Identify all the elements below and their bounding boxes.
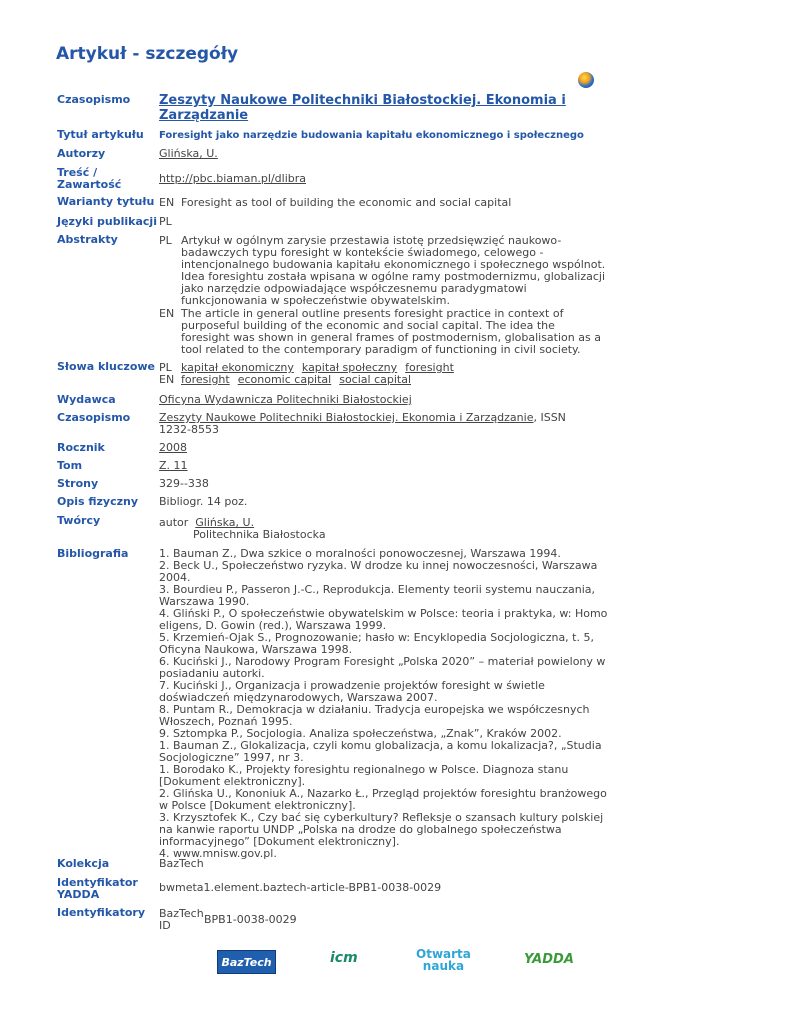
identifier-type-line1: BazTech — [159, 907, 204, 920]
lang-code: EN — [159, 196, 175, 209]
otwarta-logo-line2: nauka — [422, 959, 465, 973]
yadda-id-value: bwmeta1.element.baztech-article-BPB1-0038-0029 — [159, 881, 442, 894]
label-identyfikatory: Identyfikatory — [57, 906, 145, 919]
bibliography-item: 8. Puntam R., Demokracja w działaniu. Tradycja europejska we współczesnych Włoszech, Poznań 1995. — [159, 703, 590, 728]
creators — [159, 517, 609, 541]
abstract-pl-text: Artykuł w ogólnym zarysie przestawia istotę przedsięwzięć naukowo-badawczych typu foresight w kontekście świadomego, celowego - intencjonalnego budowania kapitału ekonomicznego i społecznego wspólnot. Idea foresightu została wpisana w ogólne ramy postmodernizmu, globalizacji jako narzędzie odpowiadające współczesnemu paradygmatowi funkcjonowania w społeczeństwie obywatelskim. — [181, 234, 606, 307]
volume-value — [159, 460, 609, 472]
keyword-link[interactable]: social capital — [339, 373, 412, 386]
label-yadda-line1: Identyfikator — [57, 876, 138, 889]
collection-value: BazTech — [159, 857, 204, 870]
pages-value: 329--338 — [159, 477, 209, 490]
bibliography-item: 9. Sztompka P., Socjologia. Analiza społeczeństwa, „Znak”, Kraków 2002. — [159, 727, 562, 740]
volume-link[interactable]: Z. 11 — [159, 459, 188, 472]
keyword-link[interactable]: foresight — [405, 361, 454, 374]
bibliography-item: 1. Bauman Z., Glokalizacja, czyli komu globalizacja, a komu lokalizacja?, „Studia Socjologiczne” 1997, nr 3. — [159, 739, 602, 764]
article-title-text: Foresight jako narzędzie budowania kapitału ekonomicznego i społecznego — [159, 130, 584, 141]
journal-title[interactable]: Zeszyty Naukowe Politechniki Białostockiej. Ekonomia i Zarządzanie — [159, 93, 566, 123]
bibliography-item: 3. Krzysztofek K., Czy bać się cyberkultury? Refleksje o szansach kultury polskiej na kanwie raportu UNDP „Polska na drodze do globalnego społeczeństwa informacyjnego” [Dokument elektroniczny]. — [159, 811, 604, 848]
abstract-pl — [159, 235, 607, 307]
bibliography-item: 1. Bauman Z., Dwa szkice o moralności ponowoczesnej, Warszawa 1994. — [159, 547, 561, 560]
bibliography-item: 6. Kuciński J., Narodowy Program Foresight „Polska 2020” – materiał powielony w posiadaniu autorki. — [159, 655, 606, 680]
bibliography-item: 1. Borodako K., Projekty foresightu regionalnego w Polsce. Diagnoza stanu [Dokument elektroniczny]. — [159, 763, 569, 788]
label-tresc-line1: Treść / — [57, 166, 98, 179]
keywords — [159, 362, 609, 386]
keyword-link[interactable]: economic capital — [237, 373, 332, 386]
bibliography-item: 2. Glińska U., Kononiuk A., Nazarko Ł., Przegląd projektów foresightu branżowego w Polsce [Dokument elektroniczny]. — [159, 787, 607, 812]
bibliography-item: 2. Beck U., Społeczeństwo ryzyka. W drodze ku innej nowoczesności, Warszawa 2004. — [159, 559, 598, 584]
label-autorzy: Autorzy — [57, 147, 106, 160]
label-kolekcja: Kolekcja — [57, 857, 110, 870]
bibliography-list — [159, 548, 612, 860]
bibliography-item: 4. www.mnisw.gov.pl. — [159, 847, 277, 860]
keyword-link[interactable]: kapitał społeczny — [301, 361, 398, 374]
journal-issn: , ISSN 1232-8553 — [159, 411, 566, 436]
label-yadda-line2: YADDA — [57, 888, 100, 901]
abstract-en-text: The article in general outline presents foresight practice in context of purposeful building of the economic and social capital. The idea the foresight was shown in general frames of postmodernism, globalisation as a tool related to the contemporary paradigm of functioning in civil society. — [181, 307, 601, 356]
identifier-type-line2: ID — [159, 919, 171, 932]
baztech-logo[interactable]: BazTech — [217, 950, 276, 974]
abstracts — [159, 235, 607, 357]
label-czasopismo-2: Czasopismo — [57, 411, 131, 424]
label-slowa: Słowa kluczowe — [57, 360, 155, 373]
bibliography-item: 5. Krzemień-Ojak S., Prognozowanie; hasło w: Encyklopedia Socjologiczna, t. 5, Oficyna Naukowa, Warszawa 1998. — [159, 631, 594, 656]
identifier-type — [159, 908, 204, 932]
bibliography-item: 4. Gliński P., O społeczeństwie obywatelskim w Polsce: teoria i praktyka, w: Homo eligens, D. Gowin (red.), Warszawa 1999. — [159, 607, 608, 632]
title-variant-text: Foresight as tool of building the economic and social capital — [181, 196, 512, 209]
article-title — [159, 129, 609, 142]
content-link[interactable]: http://pbc.biaman.pl/dlibra — [159, 172, 306, 185]
year-link[interactable]: 2008 — [159, 441, 187, 454]
languages-value: PL — [159, 215, 172, 228]
bibliography-item: 3. Bourdieu P., Passeron J.-C., Reprodukcja. Elementy teorii systemu nauczania, Warszawa 1990. — [159, 583, 596, 608]
year-value — [159, 442, 609, 454]
authors-value — [159, 148, 609, 160]
keywords-en — [159, 374, 609, 386]
title-variant — [159, 197, 609, 209]
icm-logo[interactable]: icm — [330, 950, 358, 966]
publisher-link[interactable]: Oficyna Wydawnicza Politechniki Białostockiej — [159, 393, 412, 406]
creator-link[interactable]: Glińska, U. — [195, 516, 255, 529]
abstract-en — [159, 308, 607, 356]
bibliography-item: 7. Kuciński J., Organizacja i prowadzenie projektów foresight w świetle doświadczeń międzynarodowych, Warszawa 2007. — [159, 679, 545, 704]
label-czasopismo: Czasopismo — [57, 93, 131, 106]
label-strony: Strony — [57, 477, 99, 490]
physical-desc-value: Bibliogr. 14 poz. — [159, 495, 248, 508]
author-link[interactable]: Glińska, U. — [159, 147, 218, 160]
journal-info — [159, 412, 599, 436]
page-title: Artykuł - szczegóły — [56, 44, 239, 64]
identifiers — [159, 908, 609, 932]
label-tytul: Tytuł artykułu — [57, 128, 144, 141]
journal-title-link[interactable] — [159, 93, 579, 123]
lang-code: EN — [159, 307, 175, 320]
creator-affiliation: Politechnika Białostocka — [193, 528, 326, 541]
publisher-value — [159, 394, 609, 406]
footer-logos — [0, 947, 791, 980]
label-tresc-line2: Zawartość — [57, 178, 122, 191]
label-abstrakty: Abstrakty — [57, 233, 118, 246]
yadda-logo[interactable]: YADDA — [524, 952, 574, 967]
otwarta-logo-line1: Otwarta — [416, 947, 471, 961]
keyword-link[interactable]: kapitał ekonomiczny — [181, 361, 294, 374]
label-jezyki: Języki publikacji — [57, 215, 157, 228]
label-yadda — [57, 877, 157, 901]
label-rocznik: Rocznik — [57, 441, 105, 454]
label-tresc — [57, 167, 157, 191]
journal-link[interactable]: Zeszyty Naukowe Politechniki Białostockiej. Ekonomia i Zarządzanie — [159, 411, 534, 424]
globe-icon[interactable] — [578, 72, 594, 88]
keyword-link[interactable]: foresight — [181, 373, 230, 386]
label-wydawca: Wydawca — [57, 393, 116, 406]
label-tworcy: Twórcy — [57, 514, 101, 527]
label-bibliografia: Bibliografia — [57, 547, 129, 560]
otwarta-nauka-logo[interactable] — [416, 948, 471, 972]
label-tom: Tom — [57, 459, 83, 472]
label-warianty: Warianty tytułu — [57, 195, 155, 208]
creator-role: autor — [159, 516, 189, 529]
label-opis: Opis fizyczny — [57, 495, 139, 508]
content-value — [159, 173, 609, 185]
lang-code: EN — [159, 373, 175, 386]
lang-code: PL — [159, 234, 172, 247]
identifier-value: BPB1-0038-0029 — [204, 913, 297, 926]
lang-code: PL — [159, 361, 172, 374]
